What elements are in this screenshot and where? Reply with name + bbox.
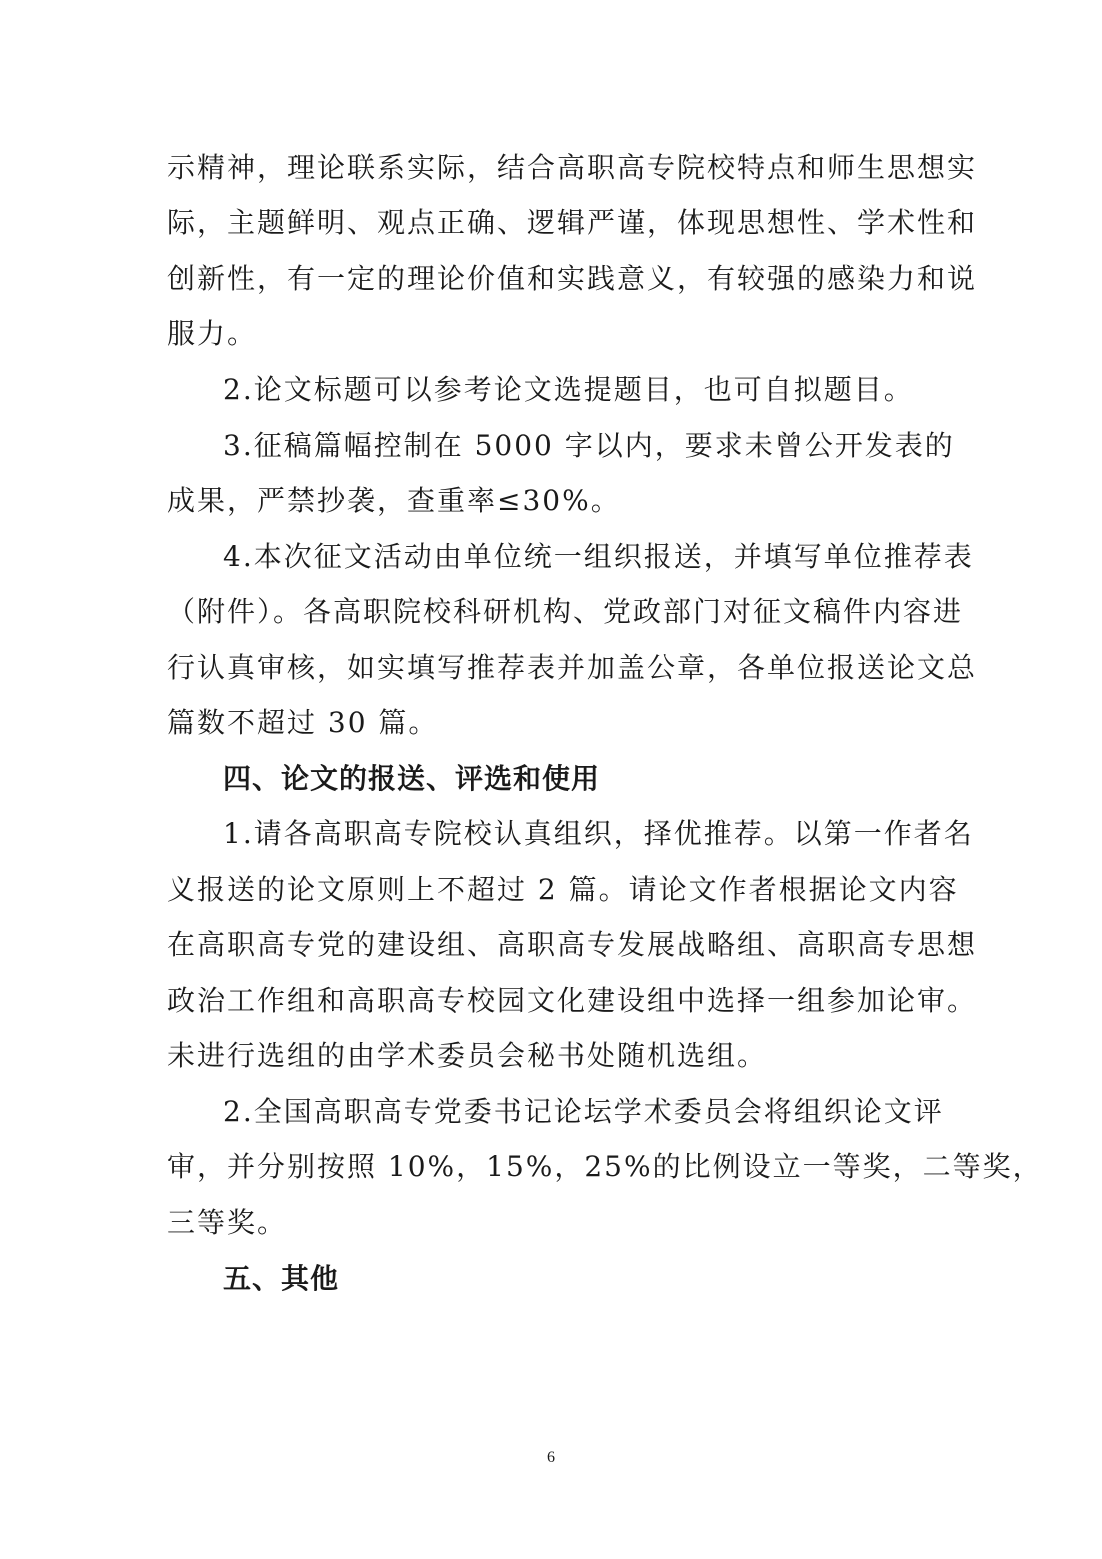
paragraph-line: 4.本次征文活动由单位统一组织报送，并填写单位推荐表: [223, 540, 974, 573]
paragraph-line: 2.论文标题可以参考论文选提题目，也可自拟题目。: [223, 373, 914, 406]
paragraph-line: 成果，严禁抄袭，查重率≤30%。: [167, 484, 621, 517]
paragraph-line: 1.请各高职高专院校认真组织，择优推荐。以第一作者名: [223, 817, 974, 850]
paragraph-line: 2.全国高职高专党委书记论坛学术委员会将组织论文评: [223, 1095, 944, 1128]
paragraph-line: 未进行选组的由学术委员会秘书处随机选组。: [167, 1039, 768, 1072]
paragraph-line: 篇数不超过 30 篇。: [167, 706, 439, 739]
paragraph-line: 在高职高专党的建设组、高职高专发展战略组、高职高专思想: [167, 928, 978, 961]
section-heading: 五、其他: [223, 1262, 340, 1295]
paragraph-line: 义报送的论文原则上不超过 2 篇。请论文作者根据论文内容: [167, 873, 959, 906]
paragraph-line: 审，并分别按照 10%，15%，25%的比例设立一等奖，二等奖，: [167, 1150, 1043, 1183]
paragraph-line: 服力。: [167, 317, 258, 350]
paragraph-line: 际，主题鲜明、观点正确、逻辑严谨，体现思想性、学术性和: [167, 206, 978, 239]
paragraph-line: （附件）。各高职院校科研机构、党政部门对征文稿件内容进: [167, 595, 964, 628]
page-number: 6: [547, 1449, 555, 1466]
paragraph-line: 政治工作组和高职高专校园文化建设组中选择一组参加论审。: [167, 984, 978, 1017]
paragraph-line: 三等奖。: [167, 1206, 288, 1239]
paragraph-line: 行认真审核，如实填写推荐表并加盖公章，各单位报送论文总: [167, 651, 978, 684]
section-heading: 四、论文的报送、评选和使用: [223, 762, 601, 795]
paragraph-line: 示精神，理论联系实际，结合高职高专院校特点和师生思想实: [167, 151, 978, 184]
paragraph-line: 3.征稿篇幅控制在 5000 字以内，要求未曾公开发表的: [223, 429, 955, 462]
paragraph-line: 创新性，有一定的理论价值和实践意义，有较强的感染力和说: [167, 262, 978, 295]
